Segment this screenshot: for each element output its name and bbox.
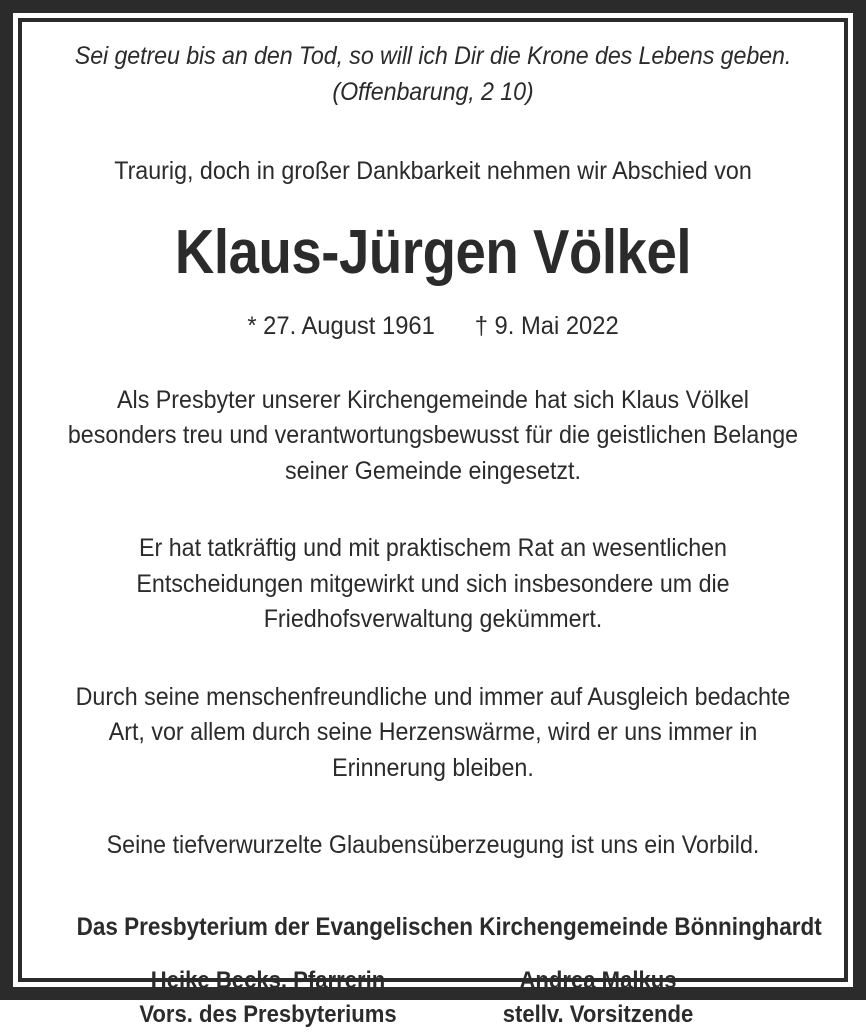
death-date: † 9. Mai 2022 <box>474 311 619 340</box>
birth-date: * 27. August 1961 <box>247 311 435 340</box>
signature-block <box>37 912 829 1033</box>
signer-role: Vors. des Presbyteriums <box>139 1001 397 1029</box>
deceased-name: Klaus-Jürgen Völkel <box>174 217 692 287</box>
scripture-quote <box>65 39 802 110</box>
signer-role: stellv. Vorsitzende <box>502 1001 694 1029</box>
quote-text: Sei getreu bis an den Tod, so will ich Dir die Krone des Lebens geben. <box>74 42 792 70</box>
organization-name: Das Presbyterium der Evangelischen Kirchengemeinde Bönninghardt <box>76 912 822 941</box>
signer-entry <box>116 964 420 1033</box>
signer-entry <box>446 964 750 1033</box>
signer-name: Heike Becks, Pfarrerin <box>150 966 386 994</box>
tribute-paragraph-2: Er hat tatkräftig und mit praktischem Rat an wesentlichen Entscheidungen mitgewirkt und sich insbesondere um die Friedhofsverwaltung gekümmert. <box>136 534 730 634</box>
tribute-paragraph-4: Seine tiefverwurzelte Glaubensüberzeugung ist uns ein Vorbild. <box>106 831 760 860</box>
signer-name: Andrea Malkus <box>519 966 677 994</box>
intro-line: Traurig, doch in großer Dankbarkeit nehmen wir Abschied von <box>114 157 752 185</box>
tribute-paragraph-1: Als Presbyter unserer Kirchengemeinde hat sich Klaus Völkel besonders treu und verantwortungsbewusst für die geistlichen Belange seiner Gemeinde eingesetzt. <box>67 385 799 485</box>
life-dates <box>57 311 809 341</box>
notice-content <box>13 13 853 1029</box>
tribute-paragraph-3: Durch seine menschenfreundliche und immer auf Ausgleich bedachte Art, vor allem durch seine Herzenswärme, wird er uns immer in Erinnerung bleiben. <box>75 682 791 782</box>
signer-list <box>37 964 829 1033</box>
quote-source: (Offenbarung, 2 10) <box>332 77 534 106</box>
